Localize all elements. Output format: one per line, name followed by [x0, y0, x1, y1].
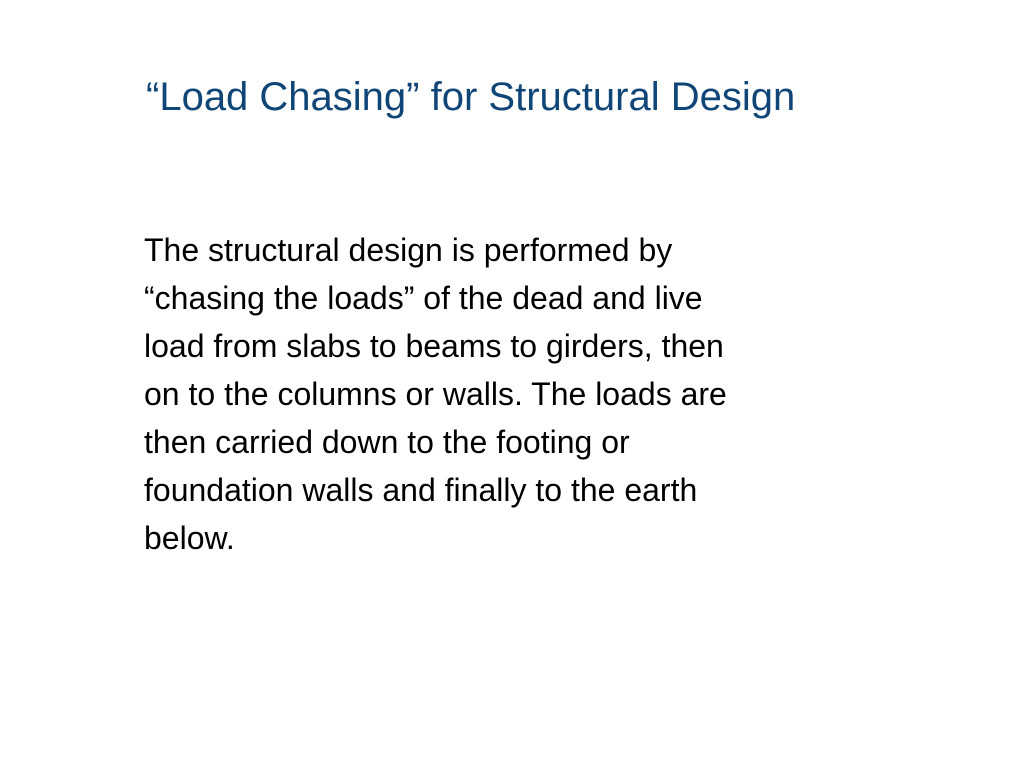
- slide-body-text: [144, 226, 884, 562]
- body-line: foundation walls and finally to the earth: [144, 472, 698, 508]
- body-line: on to the columns or walls. The loads are: [144, 376, 727, 412]
- body-line: load from slabs to beams to girders, then: [144, 328, 724, 364]
- slide-title: “Load Chasing” for Structural Design: [146, 75, 796, 119]
- body-line: then carried down to the footing or: [144, 424, 630, 460]
- body-line: The structural design is performed by: [144, 232, 673, 268]
- body-line: below.: [144, 520, 235, 556]
- body-line: “chasing the loads” of the dead and live: [144, 280, 703, 316]
